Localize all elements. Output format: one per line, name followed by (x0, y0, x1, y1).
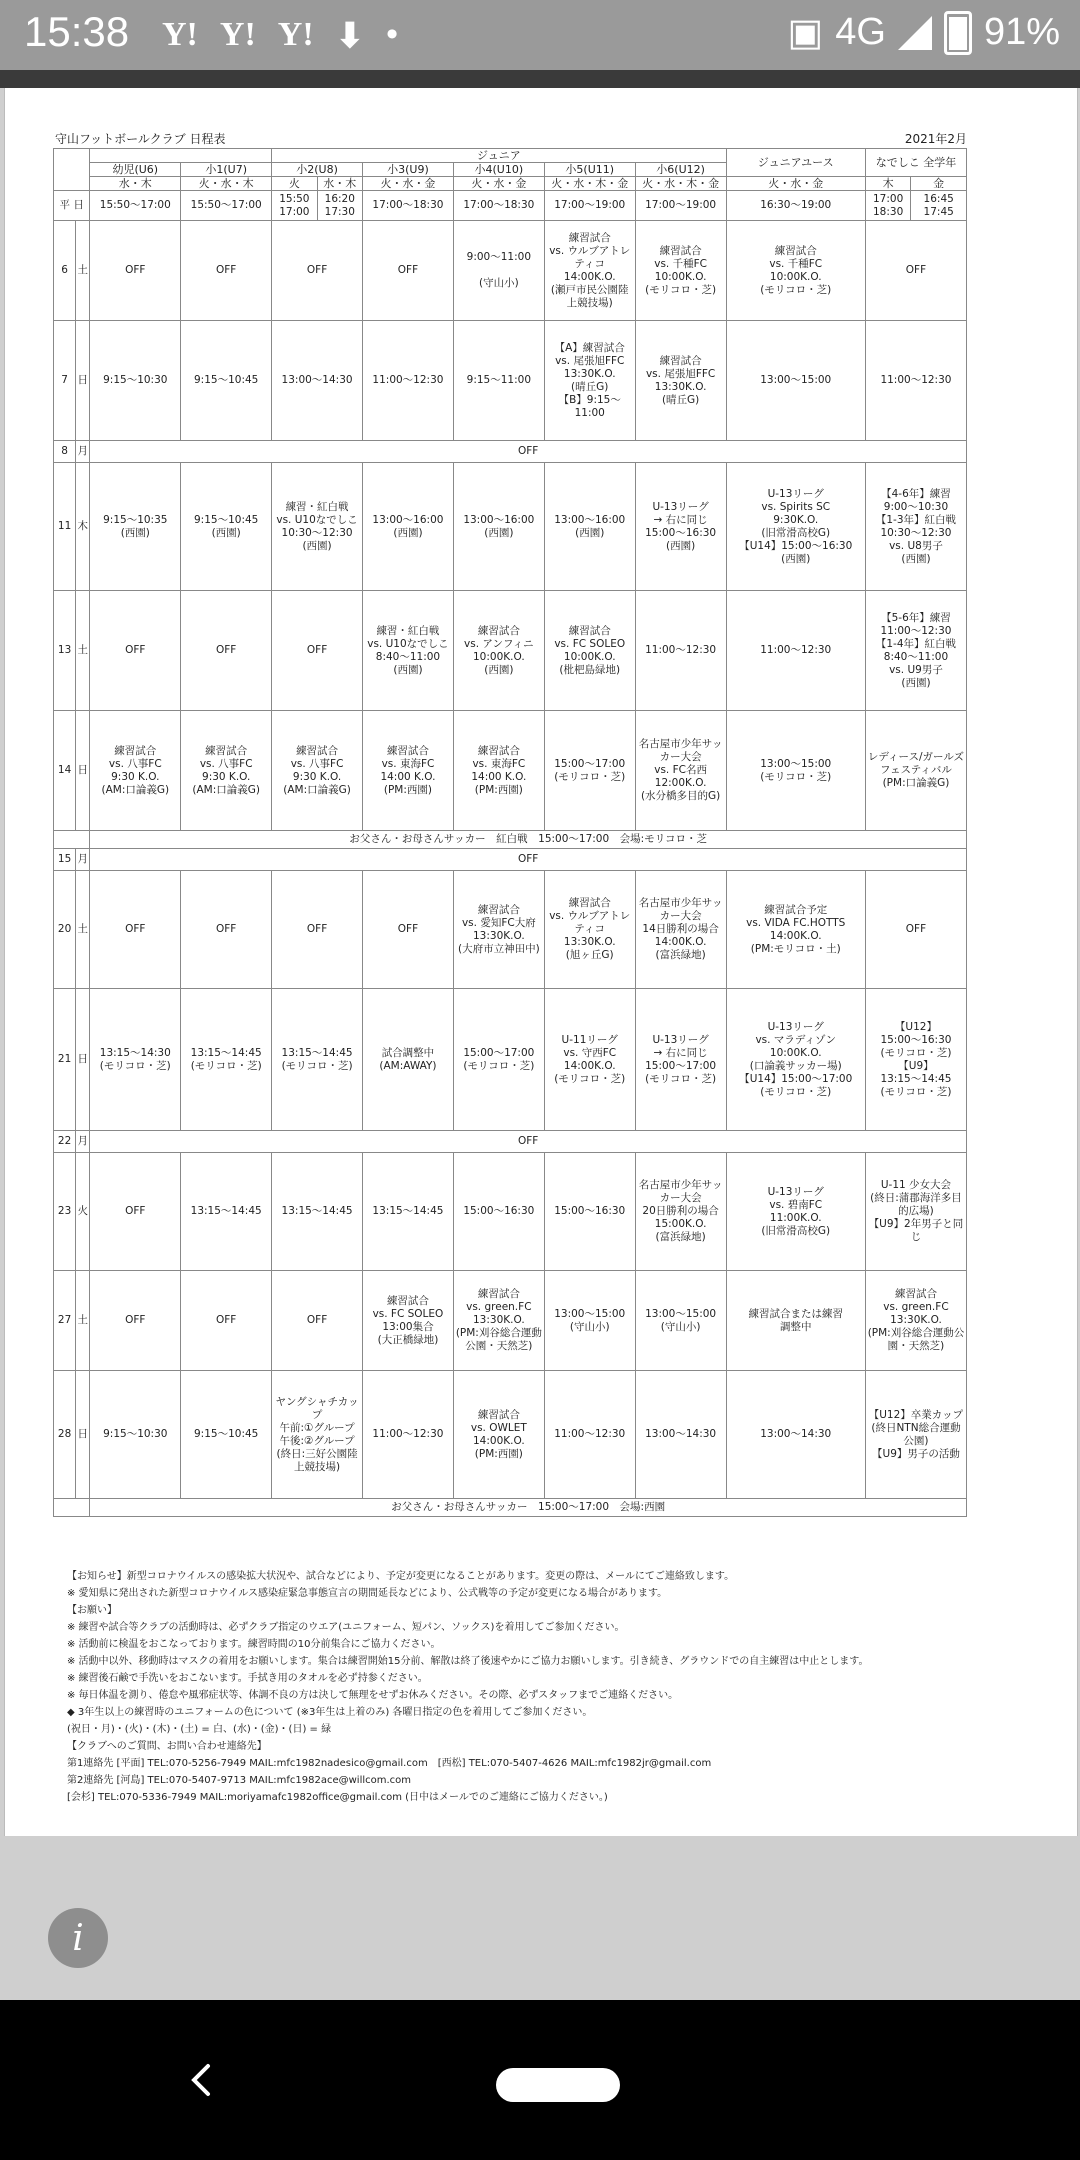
schedule-cell: 15:00〜17:00 (モリコロ・芝) (453, 989, 544, 1131)
schedule-cell: 試合調整中 (AM:AWAY) (363, 989, 454, 1131)
schedule-cell: 練習試合 vs. 八事FC 9:30 K.O. (AM:口論義G) (272, 711, 363, 831)
schedule-cell: 15:00〜16:30 (453, 1153, 544, 1271)
schedule-cell: 13:15〜14:45 (181, 1153, 272, 1271)
schedule-cell: 練習・紅白戦 vs. U10なでしこ 10:30〜12:30 (西園) (272, 463, 363, 591)
table-row (54, 849, 967, 871)
download-icon: ⬇ (335, 18, 365, 55)
header-spacer (90, 149, 272, 163)
schedule-cell: 練習試合 vs. ウルブアトレティコ 13:30K.O. (旭ヶ丘G) (544, 871, 635, 989)
event-banner: お父さん・お母さんサッカー 15:00〜17:00 会場:西園 (90, 1499, 967, 1517)
viewer-toolbar (0, 70, 1080, 88)
header-days: 木 (865, 177, 910, 191)
date-cell: 20 (54, 871, 76, 989)
schedule-cell: 名古屋市少年サッカー大会 20日勝利の場合 15:00K.O. (富浜緑地) (635, 1153, 726, 1271)
weekday-cell: 日 (76, 321, 90, 441)
schedule-cell: 13:00〜14:30 (272, 321, 363, 441)
date-cell: 21 (54, 989, 76, 1131)
schedule-cell: OFF (363, 871, 454, 989)
yahoo-icon: Y! (162, 16, 198, 53)
header-days: 火・水・木・金 (635, 177, 726, 191)
schedule-cell: U-11 少女大会 (終日:蒲郡海洋多目的広場) 【U9】2年男子と同じ (865, 1153, 966, 1271)
off-day-cell: OFF (90, 849, 967, 871)
schedule-cell: 15:00〜17:00 (モリコロ・芝) (544, 711, 635, 831)
schedule-cell: 練習試合 vs. FC SOLEO 13:00集合 (大正橋緑地) (363, 1271, 454, 1371)
schedule-cell: OFF (90, 1271, 181, 1371)
document-page[interactable] (4, 88, 1078, 1836)
table-row (54, 463, 967, 591)
event-banner: お父さん・お母さんサッカー 紅白戦 15:00〜17:00 会場:モリコロ・芝 (90, 831, 967, 849)
note-line: 【クラブへのご質問、お問い合わせ連絡先】 (67, 1741, 267, 1752)
schedule-cell: 練習試合 vs. 八事FC 9:30 K.O. (AM:口論義G) (181, 711, 272, 831)
schedule-cell: 練習試合 vs. green.FC 13:30K.O. (PM:刈谷総合運動公園・天然芝) (865, 1271, 966, 1371)
schedule-cell: 【A】練習試合 vs. 尾張旭FFC 13:30K.O. (晴丘G) 【B】9:15〜11:00 (544, 321, 635, 441)
weekday-cell: 日 (76, 989, 90, 1131)
schedule-cell: 名古屋市少年サッカー大会 vs. FC名西 12:00K.O. (水分橋多目的G) (635, 711, 726, 831)
battery-icon (944, 11, 972, 55)
schedule-cell: 11:00〜12:30 (363, 1371, 454, 1499)
header-days: 火・水・木 (181, 177, 272, 191)
schedule-cell: OFF (865, 221, 966, 321)
schedule-cell: OFF (181, 591, 272, 711)
schedule-cell: OFF (363, 221, 454, 321)
header-days: 水・木 (317, 177, 362, 191)
schedule-cell: OFF (272, 1271, 363, 1371)
date-cell: 7 (54, 321, 76, 441)
schedule-cell: 練習試合 vs. 尾張旭FFC 13:30K.O. (晴丘G) (635, 321, 726, 441)
corner-cell (54, 149, 90, 191)
schedule-cell: 13:00〜15:00 (726, 321, 865, 441)
schedule-cell: 練習試合 vs. 愛知FC大府 13:30K.O. (大府市立神田中) (453, 871, 544, 989)
note-line: ※ 毎日体温を測り、倦怠や風邪症状等、体調不良の方は決して無理をせずお休みください。その際、必ずスタッフまでご連絡ください。 (67, 1690, 679, 1701)
schedule-cell: 15:00〜16:30 (544, 1153, 635, 1271)
schedule-cell: 練習試合 vs. OWLET 14:00K.O. (PM:西園) (453, 1371, 544, 1499)
schedule-cell: 練習試合予定 vs. VIDA FC.HOTTS 14:00K.O. (PM:モリコロ・土) (726, 871, 865, 989)
note-line: ※ 活動前に検温をおこなっております。練習時間の10分前集合にご協力ください。 (67, 1639, 441, 1650)
note-line: (祝日・月)・(火)・(木)・(土) = 白、(水)・(金)・(日) = 緑 (67, 1724, 332, 1735)
info-icon: i (72, 1917, 84, 1959)
status-bar (0, 0, 1080, 70)
off-day-cell: OFF (90, 1131, 967, 1153)
header-grade: 小2(U8) (272, 163, 363, 177)
schedule-cell: U-13リーグ → 右に同じ 15:00〜17:00 (モリコロ・芝) (635, 989, 726, 1131)
schedule-cell: 11:00〜12:30 (726, 591, 865, 711)
weekday-time: 16:45 17:45 (911, 191, 967, 221)
weekday-cell: 土 (76, 871, 90, 989)
table-row (54, 591, 967, 711)
back-icon[interactable] (180, 2058, 224, 2102)
header-days: 火 (272, 177, 317, 191)
schedule-cell: 13:15〜14:45 (363, 1153, 454, 1271)
header-days: 火・水・金 (453, 177, 544, 191)
schedule-cell: 13:00〜16:00 (西園) (453, 463, 544, 591)
schedule-cell: 9:15〜10:45 (181, 321, 272, 441)
table-row (54, 321, 967, 441)
note-line: [会杉] TEL:070-5336-7949 MAIL:moriyamafc1982office@gmail.com (日中はメールでのご連絡にご協力ください。) (67, 1792, 608, 1803)
schedule-table (53, 148, 967, 1517)
schedule-cell: レディース/ガールズフェスティバル (PM:口論義G) (865, 711, 966, 831)
weekday-cell: 土 (76, 221, 90, 321)
schedule-cell: 13:00〜15:00 (守山小) (544, 1271, 635, 1371)
schedule-cell: 練習試合 vs. アンフィニ 10:00K.O. (西園) (453, 591, 544, 711)
schedule-cell: 練習試合 vs. ウルブアトレティコ 14:00K.O. (瀬戸市民公園陸上競技場) (544, 221, 635, 321)
schedule-cell: 11:00〜12:30 (865, 321, 966, 441)
table-row (54, 221, 967, 321)
home-button[interactable] (496, 2068, 620, 2102)
header-grade: 小6(U12) (635, 163, 726, 177)
schedule-cell: 練習試合 vs. green.FC 13:30K.O. (PM:刈谷総合運動公園・天然芝) (453, 1271, 544, 1371)
battery-level: 91% (983, 11, 1060, 53)
schedule-cell: 9:15〜10:45 (西園) (181, 463, 272, 591)
schedule-cell: 13:00〜14:30 (726, 1371, 865, 1499)
schedule-cell: 13:15〜14:30 (モリコロ・芝) (90, 989, 181, 1131)
navigation-bar (0, 2000, 1080, 2160)
status-time: 15:38 (24, 8, 130, 55)
weekday-time: 17:00 18:30 (865, 191, 910, 221)
schedule-cell: OFF (90, 871, 181, 989)
schedule-cell: 13:00〜16:00 (西園) (544, 463, 635, 591)
schedule-cell: 9:15〜10:30 (90, 321, 181, 441)
schedule-cell: 9:00〜11:00 (守山小) (453, 221, 544, 321)
date-cell: 8 (54, 441, 76, 463)
date-cell: 22 (54, 1131, 76, 1153)
weekday-time: 17:00〜19:00 (544, 191, 635, 221)
schedule-cell: OFF (90, 591, 181, 711)
weekday-time: 15:50 17:00 (272, 191, 317, 221)
date-cell: 6 (54, 221, 76, 321)
schedule-cell: 9:15〜11:00 (453, 321, 544, 441)
schedule-cell: OFF (181, 871, 272, 989)
schedule-cell: 練習試合 vs. 東海FC 14:00 K.O. (PM:西園) (363, 711, 454, 831)
note-line: 【お願い】 (67, 1605, 117, 1616)
schedule-cell: 13:15〜14:45 (272, 1153, 363, 1271)
more-notifications-icon: • (386, 16, 399, 53)
header-grade: 小5(U11) (544, 163, 635, 177)
weekday-cell: 土 (76, 591, 90, 711)
schedule-cell: 9:15〜10:30 (90, 1371, 181, 1499)
note-line: 【お知らせ】新型コロナウイルスの感染拡大状況や、試合などにより、予定が変更になることがあります。変更の際は、メールにてご連絡致します。 (67, 1571, 735, 1582)
header-days: 火・水・金 (363, 177, 454, 191)
schedule-cell: 名古屋市少年サッカー大会 14日勝利の場合 14:00K.O. (富浜緑地) (635, 871, 726, 989)
schedule-cell: U-13リーグ vs. Spirits SC 9:30K.O. (旧常滑高校G) 【U14】15:00〜16:30 (西園) (726, 463, 865, 591)
weekday-time: 16:20 17:30 (317, 191, 362, 221)
schedule-cell: 練習試合 vs. 千種FC 10:00K.O. (モリコロ・芝) (726, 221, 865, 321)
document-title: 守山フットボールクラブ 日程表 (55, 132, 226, 146)
header-days: 水・木 (90, 177, 181, 191)
schedule-cell: ヤングシャチカップ 午前:①グループ 午後:②グループ (終日:三好公園陸上競技場) (272, 1371, 363, 1499)
weekday-cell: 月 (76, 441, 90, 463)
table-row (54, 989, 967, 1131)
schedule-cell: 13:15〜14:45 (モリコロ・芝) (181, 989, 272, 1131)
schedule-cell: U-13リーグ vs. 碧南FC 11:00K.O. (旧常滑高校G) (726, 1153, 865, 1271)
date-cell: 28 (54, 1371, 76, 1499)
weekday-time: 15:50〜17:00 (90, 191, 181, 221)
weekday-cell: 土 (76, 1271, 90, 1371)
date-cell: 27 (54, 1271, 76, 1371)
weekday-cell: 日 (76, 1371, 90, 1499)
schedule-cell: 【5-6年】練習 11:00〜12:30 【1-4年】紅白戦 8:40〜11:00 vs. U9男子 (西園) (865, 591, 966, 711)
schedule-cell: 【U12】卒業カップ (終日NTN総合運動公園) 【U9】男子の活動 (865, 1371, 966, 1499)
notes-section (67, 1568, 1027, 1806)
blank-cell (54, 1499, 90, 1517)
schedule-cell: 練習試合 vs. 千種FC 10:00K.O. (モリコロ・芝) (635, 221, 726, 321)
table-row (54, 711, 967, 831)
schedule-cell: 練習試合または練習 調整中 (726, 1271, 865, 1371)
table-row (54, 441, 967, 463)
schedule-cell: 13:00〜14:30 (635, 1371, 726, 1499)
note-line: 第1連絡先 [平面] TEL:070-5256-7949 MAIL:mfc1982nadesico@gmail.com [西松] TEL:070-5407-4626 MAIL:mfc1982jr@gmail.com (67, 1758, 712, 1769)
schedule-cell: 9:15〜10:45 (181, 1371, 272, 1499)
weekday-time: 17:00〜18:30 (363, 191, 454, 221)
blank-cell (54, 831, 90, 849)
table-row (54, 871, 967, 989)
schedule-cell: 13:00〜15:00 (守山小) (635, 1271, 726, 1371)
schedule-cell: 練習試合 vs. 東海FC 14:00 K.O. (PM:西園) (453, 711, 544, 831)
schedule-cell: 11:00〜12:30 (635, 591, 726, 711)
date-cell: 14 (54, 711, 76, 831)
info-button[interactable] (48, 1908, 108, 1968)
schedule-cell: 13:00〜16:00 (西園) (363, 463, 454, 591)
weekday-time: 16:30〜19:00 (726, 191, 865, 221)
schedule-cell: 練習試合 vs. FC SOLEO 10:00K.O. (枇杷島緑地) (544, 591, 635, 711)
table-row (54, 1371, 967, 1499)
schedule-cell: 9:15〜10:35 (西園) (90, 463, 181, 591)
schedule-cell: 練習試合 vs. 八事FC 9:30 K.O. (AM:口論義G) (90, 711, 181, 831)
note-line: ※ 愛知県に発出された新型コロナウイルス感染症緊急事態宣言の期間延長などにより、公式戦等の予定が変更になる場合があります。 (67, 1588, 668, 1599)
weekday-time: 17:00〜18:30 (453, 191, 544, 221)
yahoo-icon: Y! (219, 16, 256, 53)
system-indicators (787, 10, 1060, 55)
weekday-time: 15:50〜17:00 (181, 191, 272, 221)
date-cell: 23 (54, 1153, 76, 1271)
schedule-cell: OFF (272, 221, 363, 321)
header-grade: 小4(U10) (453, 163, 544, 177)
header-junior: ジュニア (272, 149, 726, 163)
schedule-cell: OFF (272, 591, 363, 711)
date-cell: 13 (54, 591, 76, 711)
date-cell: 15 (54, 849, 76, 871)
header-grade: 小1(U7) (181, 163, 272, 177)
schedule-cell: OFF (181, 221, 272, 321)
header-junior-youth: ジュニアユース (726, 149, 865, 177)
weekday-label: 平 日 (54, 191, 90, 221)
table-row (54, 1271, 967, 1371)
schedule-cell: OFF (865, 871, 966, 989)
schedule-cell: 11:00〜12:30 (544, 1371, 635, 1499)
header-days: 金 (911, 177, 967, 191)
schedule-cell: U-13リーグ → 右に同じ 15:00〜16:30 (西園) (635, 463, 726, 591)
weekday-cell: 火 (76, 1153, 90, 1271)
schedule-cell: U-11リーグ vs. 守西FC 14:00K.O. (モリコロ・芝) (544, 989, 635, 1131)
off-day-cell: OFF (90, 441, 967, 463)
yahoo-icon: Y! (277, 16, 314, 53)
note-line: ※ 練習や試合等クラブの活動時は、必ずクラブ指定のウエア(ユニフォーム、短パン、ソックス)を着用してご参加ください。 (67, 1622, 625, 1633)
schedule-cell: 練習・紅白戦 vs. U10なでしこ 8:40〜11:00 (西園) (363, 591, 454, 711)
table-row (54, 831, 967, 849)
weekday-time: 17:00〜19:00 (635, 191, 726, 221)
schedule-cell: 【4-6年】練習 9:00〜10:30 【1-3年】紅白戦 10:30〜12:30 vs. U8男子 (西園) (865, 463, 966, 591)
schedule-cell: OFF (90, 221, 181, 321)
header-grade: 小3(U9) (363, 163, 454, 177)
weekday-cell: 木 (76, 463, 90, 591)
schedule-cell: 11:00〜12:30 (363, 321, 454, 441)
weekday-cell: 日 (76, 711, 90, 831)
schedule-cell: 13:15〜14:45 (モリコロ・芝) (272, 989, 363, 1131)
notification-icons (162, 16, 398, 56)
weekday-cell: 月 (76, 849, 90, 871)
schedule-cell: OFF (90, 1153, 181, 1271)
voicemail-icon: ▣ (787, 12, 824, 54)
date-cell: 11 (54, 463, 76, 591)
schedule-cell: U-13リーグ vs. マラディゾン 10:00K.O. (口論義サッカー場) 【U14】15:00〜17:00 (モリコロ・芝) (726, 989, 865, 1131)
note-line: ※ 練習後石鹸で手洗いをおこないます。手拭き用のタオルを必ず持参ください。 (67, 1673, 428, 1684)
table-row (54, 1131, 967, 1153)
document-date: 2021年2月 (904, 132, 967, 146)
schedule-cell: 13:00〜15:00 (モリコロ・芝) (726, 711, 865, 831)
header-days: 火・水・金 (726, 177, 865, 191)
network-type: 4G (835, 11, 886, 53)
note-line: ◆ 3年生以上の練習時のユニフォームの色について (※3年生は上着のみ) 各曜日指定の色を着用してご参加ください。 (67, 1707, 593, 1718)
schedule-cell: OFF (272, 871, 363, 989)
document-header (55, 130, 967, 146)
table-row (54, 1499, 967, 1517)
header-days: 火・水・木・金 (544, 177, 635, 191)
note-line: 第2連絡先 [河島] TEL:070-5407-9713 MAIL:mfc1982ace@willcom.com (67, 1775, 412, 1786)
header-nadeshiko: なでしこ 全学年 (865, 149, 966, 177)
signal-icon (898, 16, 932, 50)
weekday-cell: 月 (76, 1131, 90, 1153)
schedule-cell: 【U12】 15:00〜16:30 (モリコロ・芝) 【U9】 13:15〜14:45 (モリコロ・芝) (865, 989, 966, 1131)
note-line: ※ 活動中以外、移動時はマスクの着用をお願いします。集合は練習開始15分前、解散は終了後速やかにご協力お願いします。引き続き、グラウンドでの自主練習は中止とします。 (67, 1656, 869, 1667)
header-grade: 幼児(U6) (90, 163, 181, 177)
table-row (54, 1153, 967, 1271)
schedule-cell: OFF (181, 1271, 272, 1371)
